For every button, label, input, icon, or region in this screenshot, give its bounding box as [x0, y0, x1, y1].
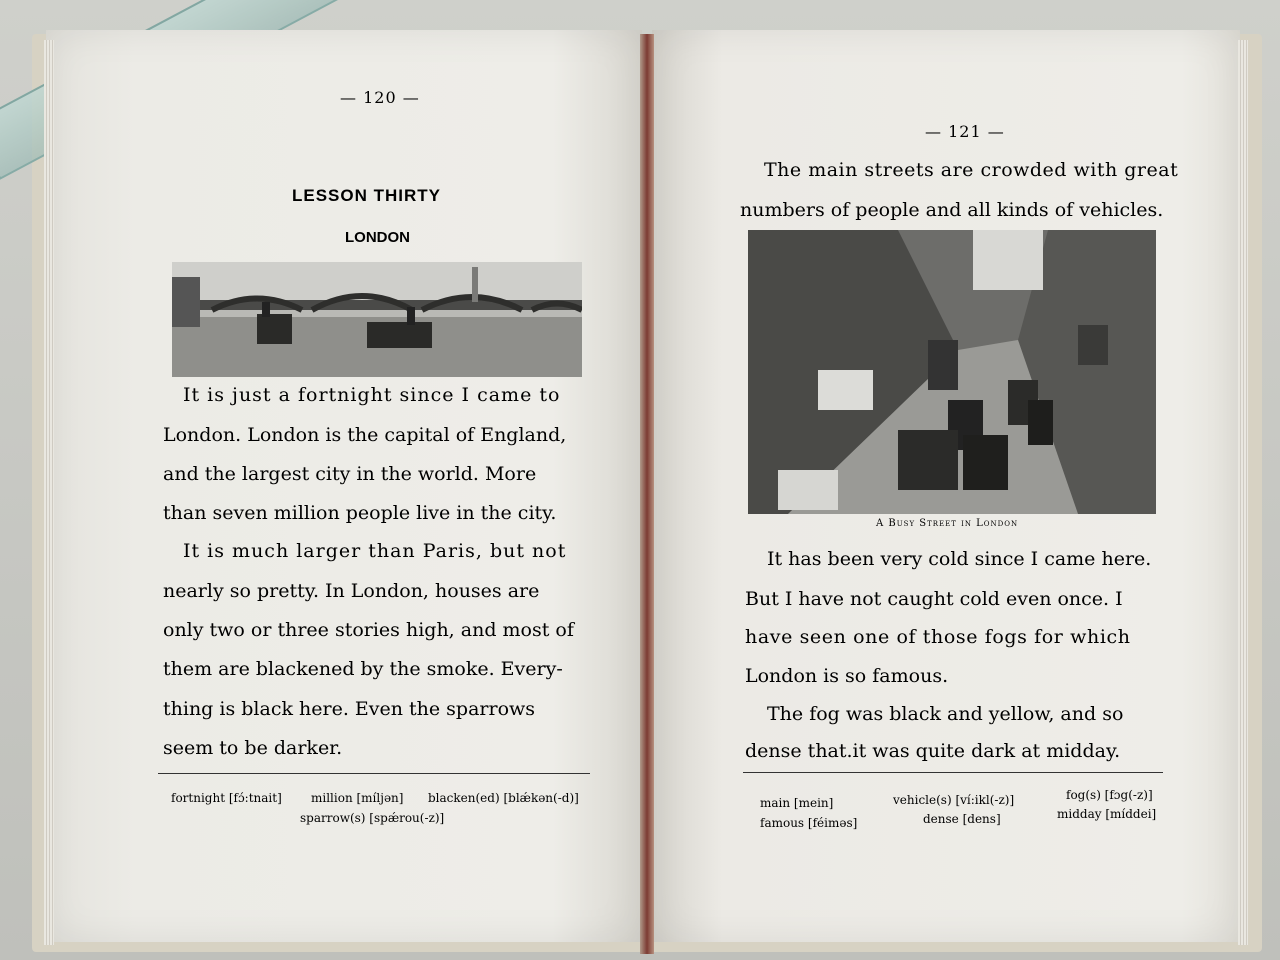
busy-street-photo	[748, 230, 1156, 514]
right-text-line-1: The main streets are crowded with great	[764, 159, 1179, 181]
left-page	[46, 30, 642, 942]
right-page-number: — 121 —	[925, 122, 1005, 141]
right-text-line-7: The fog was black and yellow, and so	[767, 703, 1124, 725]
lesson-subtitle: LONDON	[345, 229, 410, 246]
left-text-line-10: seem to be darker.	[163, 737, 343, 759]
right-text-line-5: have seen one of those fogs for which	[745, 626, 1131, 648]
gloss-famous: famous [féiməs]	[760, 816, 858, 830]
left-text-line-7: only two or three stories high, and most of	[163, 619, 574, 641]
right-text-line-3: It has been very cold since I came here.	[767, 548, 1152, 570]
right-glossary-rule	[743, 772, 1163, 773]
left-text-line-3: and the largest city in the world. More	[163, 463, 537, 485]
left-text-line-6: nearly so pretty. In London, houses are	[163, 580, 540, 602]
gloss-million: million [míljən]	[311, 791, 404, 805]
right-text-line-8: dense that.it was quite dark at midday.	[745, 740, 1121, 762]
gloss-fog: fog(s) [fɔg(-z)]	[1066, 788, 1153, 802]
left-text-line-8: them are blackened by the smoke. Every-	[163, 658, 563, 680]
gloss-main: main [mein]	[760, 796, 834, 810]
gloss-fortnight: fortnight [fɔ́:tnait]	[171, 791, 282, 805]
gloss-blacken: blacken(ed) [blǽkən(-d)]	[428, 791, 579, 805]
lesson-title: LESSON THIRTY	[292, 186, 442, 205]
left-text-line-5: It is much larger than Paris, but not	[183, 540, 567, 562]
right-text-line-2: numbers of people and all kinds of vehicles.	[740, 199, 1164, 221]
street-illustration	[748, 230, 1156, 514]
gloss-sparrow: sparrow(s) [spǽrou(-z)]	[300, 811, 445, 825]
right-page-edges	[1238, 40, 1248, 945]
bridge-illustration	[172, 262, 582, 377]
book-spine	[640, 34, 654, 954]
right-text-line-6: London is so famous.	[745, 665, 949, 687]
bridge-photo	[172, 262, 582, 377]
gloss-vehicle: vehicle(s) [ví:ikl(-z)]	[893, 793, 1015, 807]
left-page-number: — 120 —	[340, 88, 420, 107]
gloss-dense: dense [dens]	[923, 812, 1001, 826]
left-text-line-9: thing is black here. Even the sparrows	[163, 698, 536, 720]
left-glossary-rule	[158, 773, 590, 774]
gloss-midday: midday [míddei]	[1057, 807, 1157, 821]
photo-caption: A Busy Street in London	[876, 518, 1019, 529]
left-text-line-1: It is just a fortnight since I came to	[183, 384, 561, 406]
right-text-line-4: But I have not caught cold even once. I	[745, 588, 1123, 610]
left-text-line-4: than seven million people live in the city.	[163, 502, 557, 524]
left-text-line-2: London. London is the capital of England,	[163, 424, 567, 446]
left-page-edges	[44, 40, 54, 945]
